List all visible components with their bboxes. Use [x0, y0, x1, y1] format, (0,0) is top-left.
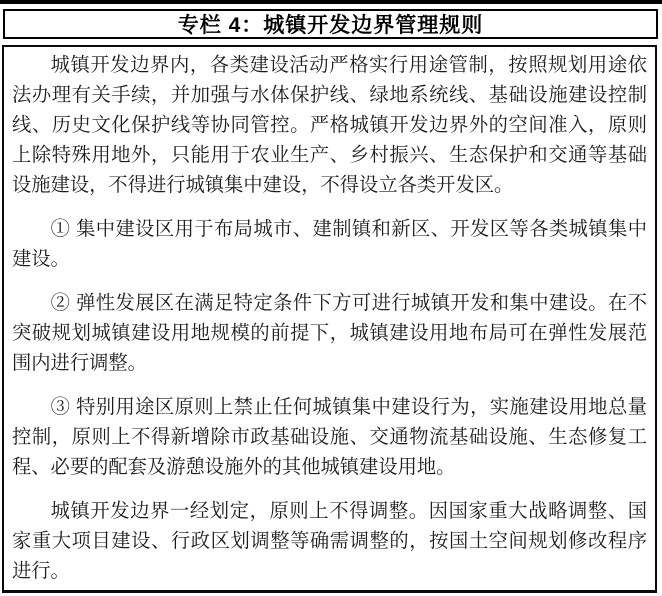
paragraph-item-special-use-zone: ③ 特别用途区原则上禁止任何城镇集中建设行为，实施建设用地总量控制，原则上不得新增除市政基础设施、交通物流基础设施、生态修复工程、必要的配套及游憩设施外的其他城镇建设用地。: [12, 397, 647, 478]
box-body: [2, 45, 657, 593]
paragraph-boundary-control: 城镇开发边界内，各类建设活动严格实行用途管制，按照规划用途依法办理有关手续，并加强与水体保护线、绿地系统线、基础设施建设控制线、历史文化保护线等协同管控。严格城镇开发边界外的空间准入，原则上除特殊用地外，只能用于农业生产、乡村振兴、生态保护和交通等基础设施建设，不得进行城镇集中建设，不得设立各类开发区。: [12, 55, 647, 196]
paragraph-item-concentrated-construction-zone: ① 集中建设区用于布局城市、建制镇和新区、开发区等各类城镇集中建设。: [12, 219, 647, 270]
paragraph-item-flexible-development-zone: ② 弹性发展区在满足特定条件下方可进行城镇开发和集中建设。在不突破规划城镇建设用地规模的前提下，城镇建设用地布局可在弹性发展范围内进行调整。: [12, 293, 647, 374]
box-title: 专栏 4：城镇开发边界管理规则: [177, 14, 484, 37]
top-border-rule: [0, 0, 662, 4]
paragraph-adjustment-rule: 城镇开发边界一经划定，原则上不得调整。因国家重大战略调整、国家重大项目建设、行政区划调整等确需调整的，按国土空间规划修改程序进行。: [12, 501, 647, 582]
box-title-bar: [3, 9, 658, 39]
